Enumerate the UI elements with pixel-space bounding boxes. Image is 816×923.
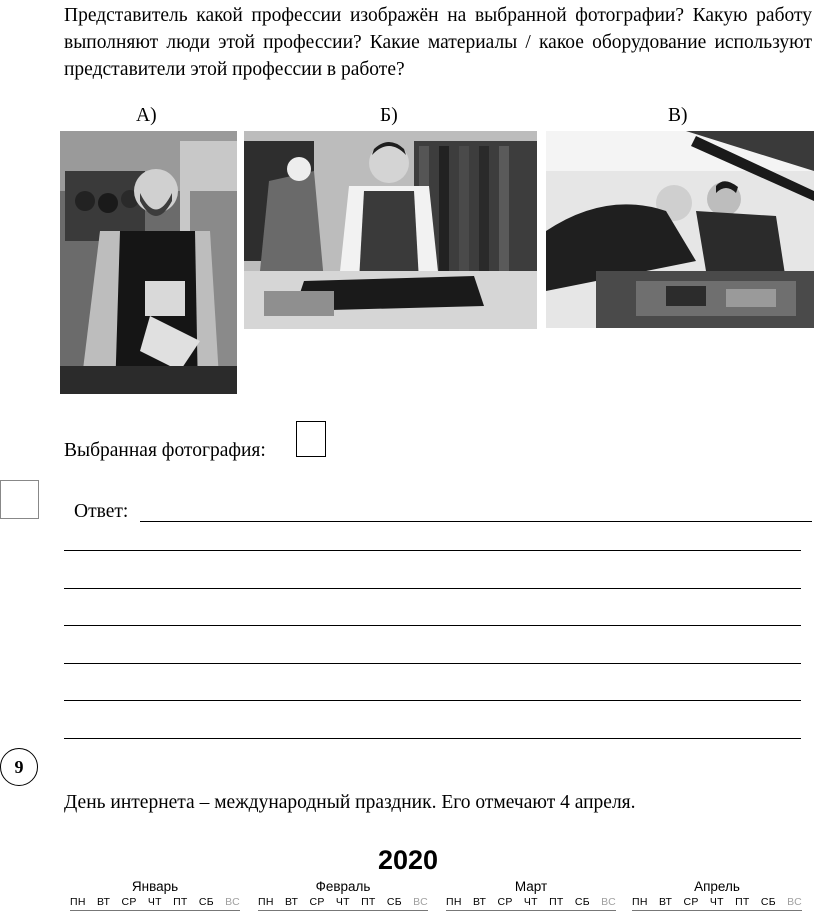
answer-line-7[interactable] xyxy=(64,738,801,739)
internet-day-text: День интернета – международный праздник. Его отмечают 4 апреля. xyxy=(64,792,636,813)
month-name: Апрель xyxy=(694,879,740,894)
photo-mechanics[interactable] xyxy=(546,131,814,328)
selected-photo-box[interactable] xyxy=(296,421,326,457)
question-text: Представитель какой профессии изображён на выбранной фотографии? Какую работу выполняют люди этой профессии? Какие материалы / какое оборудование используют представители этой профессии в работе? xyxy=(64,5,812,80)
answer-label: Ответ: xyxy=(74,501,129,522)
month-name: Январь xyxy=(131,879,179,894)
answer-line-5[interactable] xyxy=(64,663,801,664)
score-box xyxy=(0,480,39,519)
photo-label-a: А) xyxy=(136,105,157,126)
month-name: Февраль xyxy=(315,879,371,894)
answer-line-1[interactable] xyxy=(140,521,812,522)
month-march xyxy=(446,879,616,911)
photo-label-b: Б) xyxy=(380,105,398,126)
photo-shoemaker[interactable] xyxy=(60,131,237,394)
weekday-row: ПН ВТ СР ЧТ ПТ СБ ВС xyxy=(258,895,428,911)
task-number-badge: 9 xyxy=(0,748,38,786)
weekday-row: ПН ВТ СР ЧТ ПТ СБ ВС xyxy=(446,895,616,911)
answer-line-4[interactable] xyxy=(64,625,801,626)
month-february xyxy=(258,879,428,911)
answer-line-6[interactable] xyxy=(64,700,801,701)
month-april xyxy=(632,879,802,911)
answer-line-3[interactable] xyxy=(64,588,801,589)
selected-photo-label: Выбранная фотография: xyxy=(64,440,266,461)
calendar-year: 2020 xyxy=(377,845,439,875)
photo-tailor[interactable] xyxy=(244,131,537,329)
photo-label-c: В) xyxy=(668,105,688,126)
answer-line-2[interactable] xyxy=(64,550,801,551)
month-january xyxy=(70,879,240,911)
weekday-row: ПН ВТ СР ЧТ ПТ СБ ВС xyxy=(632,895,802,911)
weekday-row: ПН ВТ СР ЧТ ПТ СБ ВС xyxy=(70,895,240,911)
month-name: Март xyxy=(514,879,548,894)
